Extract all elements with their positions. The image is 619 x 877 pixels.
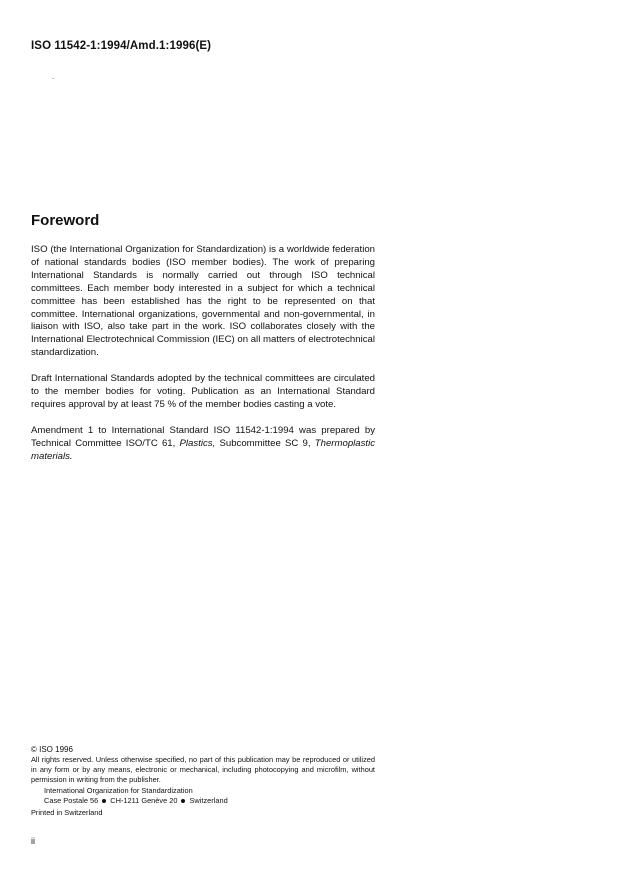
foreword-paragraph-1: ISO (the International Organization for Standardization) is a worldwide federation of national standards bodies (ISO member bodies). The work of preparing International Standards is normally carried out through ISO technical committees. Each member body interested in a subject for which a technical committee has been established has the right to be represented on that committee. International organizations, governmental and non-governmental, in liaison with ISO, also take part in the work. ISO collaborates closely with the International Electrotechnical Commission (IEC) on all matters of electrotechnical standardization.	[31, 244, 375, 359]
page-number: ii	[31, 836, 35, 846]
copyright-symbol-line: © ISO 1996	[31, 745, 73, 754]
rights-notice: All rights reserved. Unless otherwise specified, no part of this publication may be reproduced or utilized in any form or by any means, electronic or mechanical, including photocopying and microfilm, without permission in writing from the publisher.	[31, 755, 375, 784]
foreword-body	[31, 244, 375, 464]
foreword-paragraph-2: Draft International Standards adopted by the technical committees are circulated to the member bodies for voting. Publication as an International Standard requires approval by at least 75 % of the member bodies casting a vote.	[31, 373, 375, 410]
subcommittee-text: Subcommittee SC 9,	[219, 437, 311, 449]
publisher-address	[31, 786, 375, 806]
copyright-block	[31, 745, 375, 818]
address-line-2: CH-1211 Genève 20	[110, 796, 178, 805]
subcommittee-name: Thermoplastic materials.	[31, 437, 376, 462]
bullet-icon	[102, 799, 106, 803]
publisher-org: International Organization for Standardization	[44, 786, 193, 795]
foreword-paragraph-3	[31, 425, 375, 464]
committee-name: Plastics,	[179, 437, 216, 449]
address-line-1: Case Postale 56	[44, 796, 99, 805]
publisher-location	[44, 796, 375, 806]
scan-speck: .	[52, 72, 55, 81]
amendment-text: Amendment 1 to International Standard ISO 11542-1:1994 was prepared by Technical Committee ISO/TC 61,	[31, 424, 375, 449]
address-line-3: Switzerland	[189, 796, 228, 805]
foreword-title: Foreword	[31, 212, 100, 229]
document-header-id: ISO 11542-1:1994/Amd.1:1996(E)	[31, 40, 212, 52]
printed-in: Printed in Switzerland	[31, 808, 103, 817]
bullet-icon	[181, 799, 185, 803]
